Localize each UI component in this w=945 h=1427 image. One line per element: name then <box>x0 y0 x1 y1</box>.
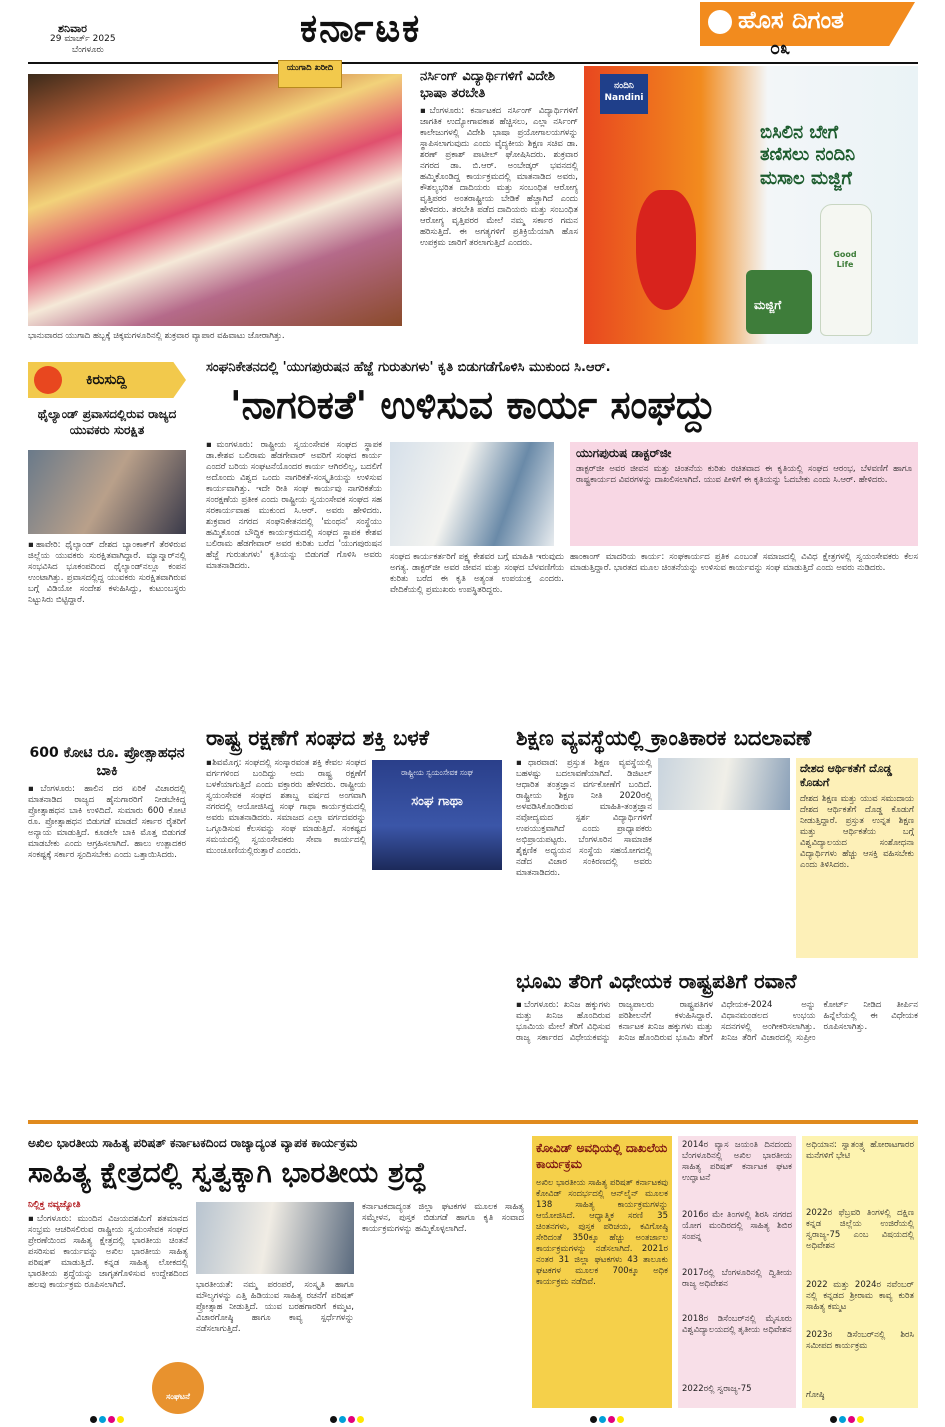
page-number: ೦೩ <box>770 38 791 59</box>
lead-body3: ಹಾಂಕಾಂಗ್ ಮಾದರಿಯ ಕಾರ್ಯ: ಸಂಘಕಾರ್ಯದ ಪ್ರತಿಕ ಎಂಬಂತೆ ಸಮಾಜದಲ್ಲಿ ವಿವಿಧ ಕ್ಷೇತ್ರಗಳಲ್ಲಿ ಸ್ವಯಂಸೇವಕರು ಕೆಲಸ ಮಾಡುತ್ತಿದ್ದಾರೆ. ಭಾರತದ ಮೂಲ ಚಿಂತನೆಯನ್ನು ಉಳಿಸುವ ಕಾರ್ಯವನ್ನು ಸಂಘ ಮಾಡುತ್ತಿದೆ ಎಂದು ಅವರು ನುಡಿದರು. <box>570 552 918 573</box>
thailand-youth-photo <box>28 450 186 534</box>
lead-body1: ▪ಮಂಗಳೂರು: ರಾಷ್ಟ್ರೀಯ ಸ್ವಯಂಸೇವಕ ಸಂಘದ ಸ್ಥಾಪಕ ಡಾ.ಕೇಶವ ಬಲಿರಾಮ ಹೆಡಗೇವಾರ್ ಅವರಿಗೆ ಸಂಘದ ಕಾರ್ಯ ಎಂದರೆ ಬರಿಯ ಸಂಘಟನೆಯೊಂದರ ಕಾರ್ಯ ಆಗಿರಲಿಲ್ಲ, ಬದಲಿಗೆ ಅದೊಂದು ವಿಶ್ವದ ಒಂದು ನಾಗರಿಕತೆ-ಸಂಸ್ಕೃತಿಯನ್ನು ಉಳಿಸುವ ಕಾರ್ಯವಾಗಿತ್ತು. ಇದೇ ರೀತಿ ಸಂಘ ಕಾರ್ಯವು ನಾಗರಿಕತೆಯ ಸಂರಕ್ಷಣೆಯ ಪ್ರತೀಕ ಎಂದು ರಾಷ್ಟ್ರೀಯ ಸ್ವಯಂಸೇವಕ ಸಂಘದ ಸಹ ಸರಕಾರ್ಯವಾಹ ಮುಕುಂದ ಸಿ.ಆರ್. ಅವರು ಹೇಳಿದರು. ಶುಕ್ರವಾರ ನಗರದ ಸಂಘನಿಕೇತನದಲ್ಲಿ 'ಮಂಥನ' ಸಂಸ್ಥೆಯು ಹಮ್ಮಿಕೊಂಡ ಬೌದ್ಧಿಕ ಕಾರ್ಯಕ್ರಮದಲ್ಲಿ ಸಂಘದ ಸ್ಥಾಪಕ ಕೇಶವ ಬಲಿರಾಮ ಹೆಡಗೇವಾರ್ ಅವರ ಕುರಿತು ಬರೆದ 'ಯುಗಪುರುಷನ ಹೆಜ್ಜೆ ಗುರುತುಗಳು' ಕೃತಿಯನ್ನು ಬಿಡುಗಡೆ ಗೊಳಿಸಿ ಅವರು ಮಾತನಾಡಿದರು. <box>206 440 382 571</box>
ad-bottle-label: Good Life <box>833 250 857 269</box>
masthead-rule <box>28 62 918 64</box>
book-release-photo <box>390 442 554 546</box>
section-divider <box>28 1120 918 1124</box>
sahitya-body3: ಕರ್ನಾಟಕದಾದ್ಯಂತ ಜಿಲ್ಲಾ ಘಟಕಗಳ ಮೂಲಕ ಸಾಹಿತ್ಯ ಸಮ್ಮೇಳನ, ಪುಸ್ತಕ ಬಿಡುಗಡೆ ಹಾಗೂ ಕೃತಿ ಸಂವಾದ ಕಾರ್ಯಕ್ರಮಗಳನ್ನು ಹಮ್ಮಿಕೊಳ್ಳಲಾಗಿದೆ. <box>362 1202 524 1234</box>
sahitya-kicker: ಅಖಿಲ ಭಾರತೀಯ ಸಾಹಿತ್ಯ ಪರಿಷತ್ ಕರ್ನಾಟಕದಿಂದ ರಾಜ್ಯಾದ್ಯಂತ ವ್ಯಾಪಕ ಕಾರ್ಯಕ್ರಮ <box>28 1136 358 1150</box>
sangha-gatha-banner: ರಾಷ್ಟ್ರೀಯ ಸ್ವಯಂಸೇವಕ ಸಂಘ <box>401 768 473 777</box>
lead-sidebox-title: ಯುಗಪುರುಷ ಡಾಕ್ಟರ್‌ಜೀ <box>576 446 672 460</box>
kirusuddi-hand-icon <box>34 366 62 394</box>
timeline-item: ಅಧಿಯಾನ: ಸ್ವಾತಂತ್ರ್ಯ ಹೋರಾಟಗಾರರ ಮನೆಗಳಿಗೆ ಭೇಟಿ <box>806 1140 914 1161</box>
seminar-photo <box>658 758 790 810</box>
timeline-item: 2022ರ ಫೆಬ್ರವರಿ ತಿಂಗಳಲ್ಲಿ ದಕ್ಷಿಣ ಕನ್ನಡ ಜಿಲ್ಲೆಯ ಉಜಿರೆಯಲ್ಲಿ ಸ್ವರಾಜ್ಯ-75 ಎಂಬ ವಿಷಯದಲ್ಲಿ ಅಧಿವೇಶನ <box>806 1208 914 1251</box>
chilli-mascot-icon <box>636 190 696 310</box>
timeline-item: 2022ರಲ್ಲಿ ಸ್ವರಾಜ್ಯ-75 <box>682 1384 752 1394</box>
timeline-item: ಗೋಷ್ಠಿ <box>806 1390 825 1400</box>
sahitya-headline: ಸಾಹಿತ್ಯ ಕ್ಷೇತ್ರದಲ್ಲಿ ಸ್ವತ್ವಕ್ಕಾಗಿ ಭಾರತೀಯ ಶ್ರದ್ಧೆ <box>28 1156 426 1189</box>
lead-sidebox-body: ಡಾಕ್ಟರ್‌ಜೀ ಅವರ ಜೀವನ ಮತ್ತು ಚಿಂತನೆಯ ಕುರಿತು ರಚಿತವಾದ ಈ ಕೃತಿಯಲ್ಲಿ ಸಂಘದ ಆರಂಭ, ಬೆಳವಣಿಗೆ ಹಾಗೂ ರಾಷ್ಟ್ರಕಾರ್ಯದ ವಿವರಗಳನ್ನು ದಾಖಲಿಸಲಾಗಿದೆ. ಯುವ ಪೀಳಿಗೆ ಈ ಕೃತಿಯನ್ನು ಓದಬೇಕು ಎಂದು ಸಿ.ಆರ್. ಹೇಳಿದರು. <box>576 464 912 485</box>
kirusuddi-b2: ▪ಬೆಂಗಳೂರು: ಹಾಲಿನ ದರ ಏರಿಕೆ ವಿಚಾರದಲ್ಲಿ ಮಾತನಾಡಿದ ರಾಜ್ಯದ ಹೈನುಗಾರರಿಗೆ ನೀಡಬೇಕಿದ್ದ ಪ್ರೋತ್ಸಾಹಧನ ಬಾಕಿ ಉಳಿದಿದೆ. ಸುಮಾರು 600 ಕೋಟಿ ರೂ. ಪ್ರೋತ್ಸಾಹಧನ ಬಿಡುಗಡೆ ಮಾಡದೆ ಸರ್ಕಾರ ರೈತರಿಗೆ ಅನ್ಯಾಯ ಮಾಡುತ್ತಿದೆ. ಕೂಡಲೇ ಬಾಕಿ ಮೊತ್ತ ಬಿಡುಗಡೆ ಮಾಡಬೇಕು ಎಂದು ಆಗ್ರಹಿಸಲಾಗಿದೆ. ಹಾಲು ಉತ್ಪಾದಕರ ಸಂಕಷ್ಟಕ್ಕೆ ಸರ್ಕಾರ ಸ್ಪಂದಿಸಬೇಕು ಎಂದು ಒತ್ತಾಯಿಸಿದರು. <box>28 784 186 860</box>
paper-logo-icon <box>708 10 732 34</box>
lead-headline: 'ನಾಗರಿಕತೆ' ಉಳಿಸುವ ಕಾರ್ಯ ಸಂಘದ್ದು <box>230 383 716 427</box>
sahitya-byline: ನಿಲ್ಲಿಕ್ತ ನವ್ಯಜ್ಯೋತಿ <box>28 1200 81 1210</box>
covid-title: ಕೋವಿಡ್ ಅವಧಿಯಲ್ಲಿ ದಾಖಲೆಯ ಕಾರ್ಯಕ್ರಮ <box>536 1141 668 1171</box>
timeline-item: 2016ರ ಮೇ ತಿಂಗಳಲ್ಲಿ ಶಿರಸಿ ನಗರದ ಯೋಗ ಮಂದಿರದಲ್ಲಿ ಸಾಹಿತ್ಯ ಶಿಬಿರ ಸಂಪನ್ನ <box>682 1210 792 1242</box>
ad-line3: ಮಸಾಲ ಮಜ್ಜಿಗೆ <box>760 168 852 189</box>
masthead <box>0 0 945 62</box>
sahitya-body2: ಭಾರತೀಯತೆ: ನಮ್ಮ ಪರಂಪರೆ, ಸಂಸ್ಕೃತಿ ಹಾಗೂ ಮೌಲ್ಯಗಳನ್ನು ಎತ್ತಿ ಹಿಡಿಯುವ ಸಾಹಿತ್ಯ ರಚನೆಗೆ ಪರಿಷತ್ ಪ್ರೋತ್ಸಾಹ ನೀಡುತ್ತಿದೆ. ಯುವ ಬರಹಗಾರರಿಗೆ ಕಮ್ಮಟ, ವಿಚಾರಗೋಷ್ಠಿ ಹಾಗೂ ಕಾವ್ಯ ಸ್ಪರ್ಧೆಗಳನ್ನು ನಡೆಸಲಾಗುತ್ತಿದೆ. <box>196 1280 354 1334</box>
kirusuddi-title: ಕಿರುಸುದ್ದಿ <box>86 372 127 388</box>
bhumi-headline: ಭೂಮಿ ತೆರಿಗೆ ವಿಧೇಯಕ ರಾಷ್ಟ್ರಪತಿಗೆ ರವಾನೆ <box>516 969 797 993</box>
nursing-body: ▪ಬೆಂಗಳೂರು: ಕರ್ನಾಟಕದ ನರ್ಸಿಂಗ್ ವಿದ್ಯಾರ್ಥಿಗಳಿಗೆ ಜಾಗತಿಕ ಉದ್ಯೋಗಾವಕಾಶ ಹೆಚ್ಚಿಸಲು, ಎಲ್ಲಾ ನರ್ಸಿಂಗ್ ಕಾಲೇಜುಗಳಲ್ಲಿ ವಿದೇಶಿ ಭಾಷಾ ಪ್ರಯೋಗಾಲಯಗಳನ್ನು ಸ್ಥಾಪಿಸಲಾಗುವುದು ಎಂದು ವೈದ್ಯಕೀಯ ಶಿಕ್ಷಣ ಸಚಿವ ಡಾ. ಶರಣ್ ಪ್ರಕಾಶ್ ಪಾಟೀಲ್ ಘೋಷಿಸಿದರು. ಶುಕ್ರವಾರ ನಗರದ ಡಾ. ಬಿ.ಆರ್. ಅಂಬೇಡ್ಕರ್ ಭವನದಲ್ಲಿ ಹಮ್ಮಿಕೊಂಡಿದ್ದ ಕಾರ್ಯಕ್ರಮದಲ್ಲಿ ಮಾತನಾಡಿದ ಅವರು, ಕೌಶಲ್ಯಭರಿತ ದಾದಿಯರು ಮತ್ತು ಸಂಬಂಧಿತ ಆರೋಗ್ಯ ವೃತ್ತಿಪರರ ಅಂತರಾಷ್ಟ್ರೀಯ ಬೇಡಿಕೆ ಹೆಚ್ಚಾಗಿದೆ ಎಂದು ಹೇಳಿದರು. ತರಬೇತಿ ಪಡೆದ ದಾದಿಯರು ಮತ್ತು ಸಂಬಂಧಿತ ಆರೋಗ್ಯ ವೃತ್ತಿಪರರ ಮೇಲೆ ನಮ್ಮ ಸರ್ಕಾರ ಗಮನ ಹರಿಸುತ್ತಿದೆ. ಈ ಅಗತ್ಯಗಳಿಗೆ ಪ್ರತಿಕ್ರಿಯೆಯಾಗಿ ಹೊಸ ಉಪಕ್ರಮ ಜಾರಿಗೆ ತರಲಾಗುತ್ತಿದೆ ಎಂದರು. <box>420 106 578 248</box>
sahitya-photo <box>196 1202 354 1274</box>
date-label: 29 ಮಾರ್ಚ್ 2025 <box>50 34 116 44</box>
shikshana-headline: ಶಿಕ್ಷಣ ವ್ಯವಸ್ಥೆಯಲ್ಲಿ ಕ್ರಾಂತಿಕಾರಕ ಬದಲಾವಣೆ <box>516 726 812 750</box>
sanghatane-logo-icon <box>152 1362 204 1414</box>
section-title: ಕರ್ನಾಟಕ <box>300 6 422 50</box>
ad-line1: ಬಿಸಿಲಿನ ಬೇಗೆ <box>760 122 839 143</box>
lead-kicker: ಸಂಘನಿಕೇತನದಲ್ಲಿ 'ಯುಗಪುರುಷನ ಹೆಜ್ಜೆ ಗುರುತುಗಳು' ಕೃತಿ ಬಿಡುಗಡೆಗೊಳಿಸಿ ಮುಕುಂದ ಸಿ.ಆರ್. <box>206 360 611 375</box>
ugadi-photo <box>28 74 402 326</box>
raksha-body: ▪ಶಿವಮೊಗ್ಗ: ಸಂಘದಲ್ಲಿ ಸಂಸ್ಕಾರವಂತ ಶಕ್ತಿ ಕೇವಲ ಸಂಘದ ವರ್ಗಗಳಿಂದ ಬಂದಿದ್ದು ಅದು ರಾಷ್ಟ್ರ ರಕ್ಷಣೆಗೆ ಬಳಕೆಯಾಗುತ್ತಿದೆ ಎಂದು ವಕ್ತಾರರು ಹೇಳಿದರು. ರಾಷ್ಟ್ರೀಯ ಸ್ವಯಂಸೇವಕ ಸಂಘದ ಶತಾಬ್ದ ವರ್ಷದ ಅಂಗವಾಗಿ ನಗರದಲ್ಲಿ ಆಯೋಜಿಸಿದ್ದ ಸಂಘ ಗಾಥಾ ಕಾರ್ಯಕ್ರಮದಲ್ಲಿ ಅವರು ಮಾತನಾಡಿದರು. ಸಮಾಜದ ಎಲ್ಲಾ ವರ್ಗದವರನ್ನು ಒಗ್ಗೂಡಿಸುವ ಕೆಲಸವನ್ನು ಸಂಘ ಮಾಡುತ್ತಿದೆ. ಸಂಕಷ್ಟದ ಸಮಯದಲ್ಲಿ ಸ್ವಯಂಸೇವಕರು ಸೇವಾ ಕಾರ್ಯದಲ್ಲಿ ಮುಂಚೂಣಿಯಲ್ಲಿರುತ್ತಾರೆ ಎಂದರು. <box>206 758 366 856</box>
lead-body2: ಸಂಘದ ಕಾರ್ಯಕರ್ತರಿಗೆ ಪಕ್ಷ್ಯ ಕೇಶವರ ಬಗ್ಗೆ ಮಾಹಿತಿ ಇರುವುದು ಅಗತ್ಯ. ಡಾಕ್ಟರ್‌ಜೀ ಅವರ ಜೀವನ ಮತ್ತು ಸಂಘದ ಬೆಳವಣಿಗೆಯ ಕುರಿತು ಬರೆದ ಈ ಕೃತಿ ಅತ್ಯಂತ ಉಪಯುಕ್ತ ಎಂದರು. ವೇದಿಕೆಯಲ್ಲಿ ಪ್ರಮುಖರು ಉಪಸ್ಥಿತರಿದ್ದರು. <box>390 552 564 595</box>
shikshana-body: ▪ಧಾರವಾಡ: ಪ್ರಸ್ತುತ ಶಿಕ್ಷಣ ವ್ಯವಸ್ಥೆಯಲ್ಲಿ ಬಹಳಷ್ಟು ಬದಲಾವಣೆಯಾಗಿದೆ. ಡಿಜಿಟಲ್ ಆಧಾರಿತ ತಂತ್ರಜ್ಞಾನ ವರ್ಗಕೋಣೆಗೆ ಬಂದಿದೆ. ರಾಷ್ಟ್ರೀಯ ಶಿಕ್ಷಣ ನೀತಿ 2020ರಲ್ಲಿ ಅಳವಡಿಸಿಕೊಂಡಿರುವ ಮಾಹಿತಿ-ತಂತ್ರಜ್ಞಾನ ನವೋದ್ಯಮದ ಸ್ಪರ್ಶ ವಿದ್ಯಾರ್ಥಿಗಳಿಗೆ ಉಪಯುಕ್ತವಾಗಿದೆ ಎಂದು ಪ್ರಾಧ್ಯಾಪಕರು ಅಭಿಪ್ರಾಯಪಟ್ಟರು. ಬೆಂಗಳೂರಿನ ಸಾಮಾಜಿಕ ಶೈಕ್ಷಣಿಕ ಅಧ್ಯಯನ ಸಂಸ್ಥೆಯ ಸಹಯೋಗದಲ್ಲಿ ನಡೆದ ವಿಚಾರ ಸಂಕಿರಣದಲ್ಲಿ ಅವರು ಮಾತನಾಡಿದರು. <box>516 758 652 878</box>
kirusuddi-h2: 600 ಕೋಟಿ ರೂ. ಪ್ರೋತ್ಸಾಹಧನ ಬಾಕಿ <box>29 745 185 779</box>
kirusuddi-b1: ▪ಹಾವೇರಿ: ಥೈಲ್ಯಾಂಡ್ ದೇಶದ ಬ್ಯಾಂಕಾಕ್‌ಗೆ ತೆರಳಿರುವ ಜಿಲ್ಲೆಯ ಯುವಕರು ಸುರಕ್ಷಿತವಾಗಿದ್ದಾರೆ. ಮ್ಯಾನ್ಮಾರ್‌ನಲ್ಲಿ ಸಂಭವಿಸಿದ ಭೂಕಂಪದಿಂದ ಥೈಲ್ಯಾಂಡ್‌ನಲ್ಲೂ ಕಂಪನ ಉಂಟಾಗಿತ್ತು. ಪ್ರವಾಸದಲ್ಲಿದ್ದ ಯುವಕರು ಸುರಕ್ಷಿತವಾಗಿರುವ ಬಗ್ಗೆ ವಿಡಿಯೋ ಸಂದೇಶ ಕಳುಹಿಸಿದ್ದು, ಕುಟುಂಬಸ್ಥರು ನಿಟ್ಟುಸಿರು ಬಿಟ್ಟಿದ್ದಾರೆ. <box>28 540 186 605</box>
ad-line2: ತಣಿಸಲು ನಂದಿನಿ <box>760 144 856 165</box>
buttermilk-bottle-icon <box>820 204 872 336</box>
paper-name: ಹೊಸ ದಿಗಂತ <box>738 6 844 34</box>
timeline-item: 2022 ಮತ್ತು 2024ರ ನವೆಂಬರ್ ನಲ್ಲಿ ಕನ್ನಡದ ಶ್ರೀರಾಮ ಕಾವ್ಯ ಕುರಿತ ಸಾಹಿತ್ಯ ಕಮ್ಮಟ <box>806 1280 914 1312</box>
kirusuddi-h1: ಥೈಲ್ಯಾಂಡ್ ಪ್ರವಾಸದಲ್ಲಿರುವ ರಾಜ್ಯದ ಯುವಕರು ಸುರಕ್ಷಿತ <box>37 407 177 437</box>
bhumi-body: ▪ಬೆಂಗಳೂರು: ಖನಿಜ ಹಕ್ಕುಗಳು ಮತ್ತು ಖನಿಜ ಹೊಂದಿರುವ ಭೂಮಿಯ ಮೇಲೆ ತೆರಿಗೆ ವಿಧಿಸುವ ರಾಜ್ಯ ಸರ್ಕಾರದ ವಿಧೇಯಕವನ್ನು ರಾಜ್ಯಪಾಲರು ರಾಷ್ಟ್ರಪತಿಗಳ ಪರಿಶೀಲನೆಗೆ ಕಳುಹಿಸಿದ್ದಾರೆ. ಕರ್ನಾಟಕ ಖನಿಜ ಹಕ್ಕುಗಳು ಮತ್ತು ಖನಿಜ ಹೊಂದಿರುವ ಭೂಮಿ ತೆರಿಗೆ ವಿಧೇಯಕ-2024 ಅನ್ನು ವಿಧಾನಮಂಡಲದ ಉಭಯ ಸದನಗಳಲ್ಲಿ ಅಂಗೀಕರಿಸಲಾಗಿತ್ತು. ಖನಿಜ ತೆರಿಗೆ ವಿಚಾರದಲ್ಲಿ ಸುಪ್ರೀಂ ಕೋರ್ಟ್ ನೀಡಿದ ತೀರ್ಪಿನ ಹಿನ್ನೆಲೆಯಲ್ಲಿ ಈ ವಿಧೇಯಕ ರೂಪಿಸಲಾಗಿತ್ತು. <box>516 1000 918 1043</box>
sahitya-body1: ▪ಬೆಂಗಳೂರು: ಮುಂದಿನ ವಿಜಯದಶಮಿಗೆ ಶತಮಾನದ ಸಂಭ್ರಮ ಆಚರಿಸಲಿರುವ ರಾಷ್ಟ್ರೀಯ ಸ್ವಯಂಸೇವಕ ಸಂಘದ ಪ್ರೇರಣೆಯಿಂದ ಸಾಹಿತ್ಯ ಕ್ಷೇತ್ರದಲ್ಲಿ ಭಾರತೀಯ ಚಿಂತನೆ ಪಸರಿಸುವ ಕಾರ್ಯವನ್ನು ಅಖಿಲ ಭಾರತೀಯ ಸಾಹಿತ್ಯ ಪರಿಷತ್ ಮಾಡುತ್ತಿದೆ. ಕನ್ನಡ ಸಾಹಿತ್ಯ ಲೋಕದಲ್ಲಿ ಭಾರತೀಯ ಶ್ರದ್ಧೆಯನ್ನು ಜಾಗೃತಗೊಳಿಸುವ ಉದ್ದೇಶದಿಂದ ಹಲವು ಕಾರ್ಯಕ್ರಮ ರೂಪಿಸಲಾಗಿದೆ. <box>28 1214 188 1290</box>
ugadi-caption: ಭಾನುವಾರದ ಯುಗಾದಿ ಹಬ್ಬಕ್ಕೆ ಚಿಕ್ಕಮಗಳೂರಿನಲ್ಲಿ ಶುಕ್ರವಾರ ವ್ಯಾಪಾರ ವಹಿವಾಟು ಜೋರಾಗಿತ್ತು. <box>28 331 285 341</box>
ad-pack-label: ಮಜ್ಜಿಗೆ <box>754 298 782 312</box>
arthika-title: ದೇಶದ ಆರ್ಥಿಕತೆಗೆ ದೊಡ್ಡ ಕೊಡುಗೆ <box>800 762 892 789</box>
timeline-item: 2023ರ ಡಿಸೆಂಬರ್‌ನಲ್ಲಿ ಶಿರಸಿ ಸಮೀಪದ ಕಾರ್ಯಕ್ರಮ <box>806 1330 914 1351</box>
covid-body: ಅಖಿಲ ಭಾರತೀಯ ಸಾಹಿತ್ಯ ಪರಿಷತ್ ಕರ್ನಾಟಕವು ಕೋವಿಡ್ ಸಂದರ್ಭದಲ್ಲಿ ಆನ್‌ಲೈನ್ ಮೂಲಕ 138 ಸಾಹಿತ್ಯ ಕಾರ್ಯಕ್ರಮಗಳನ್ನು ಆಯೋಜಿಸಿದೆ. ಆಧ್ಯಾತ್ಮಿಕ ಸರಣಿ 35 ಚಿಂತನಗಳು, ಪುಸ್ತಕ ಪರಿಚಯ, ಕವಿಗೋಷ್ಠಿ ಸೇರಿದಂತೆ 350ಕ್ಕೂ ಹೆಚ್ಚು ಅಂತರ್ಜಾಲ ಕಾರ್ಯಕ್ರಮಗಳನ್ನು ನಡೆಸಲಾಗಿದೆ. 2021ರ ನಂತರ 31 ಜಿಲ್ಲಾ ಘಟಕಗಳು 43 ತಾಲೂಕು ಘಟಕಗಳ ಮೂಲಕ 700ಕ್ಕೂ ಅಧಿಕ ಕಾರ್ಯಕ್ರಮ ನಡೆದಿವೆ. <box>536 1178 668 1287</box>
timeline-item: 2014ರ ವ್ಯಾಸ ಜಯಂತಿ ದಿನದಂದು ಬೆಂಗಳೂರಿನಲ್ಲಿ ಅಖಿಲ ಭಾರತೀಯ ಸಾಹಿತ್ಯ ಪರಿಷತ್ ಕರ್ನಾಟಕ ಘಟಕ ಉದ್ಘಾಟನೆ <box>682 1140 792 1183</box>
timeline-item: 2018ರ ಡಿಸೆಂಬರ್‌ನಲ್ಲಿ ಮೈಸೂರು ವಿಶ್ವವಿದ್ಯಾಲಯದಲ್ಲಿ ತೃತೀಯ ಅಧಿವೇಶನ <box>682 1314 792 1335</box>
raksha-headline: ರಾಷ್ಟ್ರ ರಕ್ಷಣೆಗೆ ಸಂಘದ ಶಕ್ತಿ ಬಳಕೆ <box>206 726 429 750</box>
arthika-body: ದೇಶದ ಶಿಕ್ಷಣ ಮತ್ತು ಯುವ ಸಮುದಾಯ ದೇಶದ ಆರ್ಥಿಕತೆಗೆ ದೊಡ್ಡ ಕೊಡುಗೆ ನೀಡುತ್ತಿದ್ದಾರೆ. ಪ್ರಸ್ತುತ ಉನ್ನತ ಶಿಕ್ಷಣ ಮತ್ತು ಆರ್ಥಿಕತೆಯ ಬಗ್ಗೆ ವಿಶ್ವವಿದ್ಯಾಲಯದ ಸಂಶೋಧನಾ ವಿದ್ಯಾರ್ಥಿಗಳು ಹೆಚ್ಚು ಆಸಕ್ತಿ ವಹಿಸಬೇಕು ಎಂದು ತಿಳಿಸಿದರು. <box>800 794 914 870</box>
sangha-gatha-title: ಸಂಘ ಗಾಥಾ <box>411 794 463 809</box>
timeline-item: 2017ರಲ್ಲಿ ಬೆಂಗಳೂರಿನಲ್ಲಿ ದ್ವಿತೀಯ ರಾಜ್ಯ ಅಧಿವೇಶನ <box>682 1268 792 1289</box>
city-label: ಬೆಂಗಳೂರು <box>72 45 104 55</box>
ugadi-tag-label: ಯುಗಾದಿ ಖರೀದಿ <box>286 63 334 73</box>
day-label: ಶನಿವಾರ <box>58 22 87 35</box>
nursing-headline: ನರ್ಸಿಂಗ್ ವಿದ್ಯಾರ್ಥಿಗಳಿಗೆ ವಿದೇಶಿ ಭಾಷಾ ತರಬೇತಿ <box>420 69 556 101</box>
ad-brand: ನಂದಿನಿ Nandini <box>604 81 644 103</box>
sanghatane-logo-text: ಸಂಘಟನೆ <box>166 1392 190 1401</box>
